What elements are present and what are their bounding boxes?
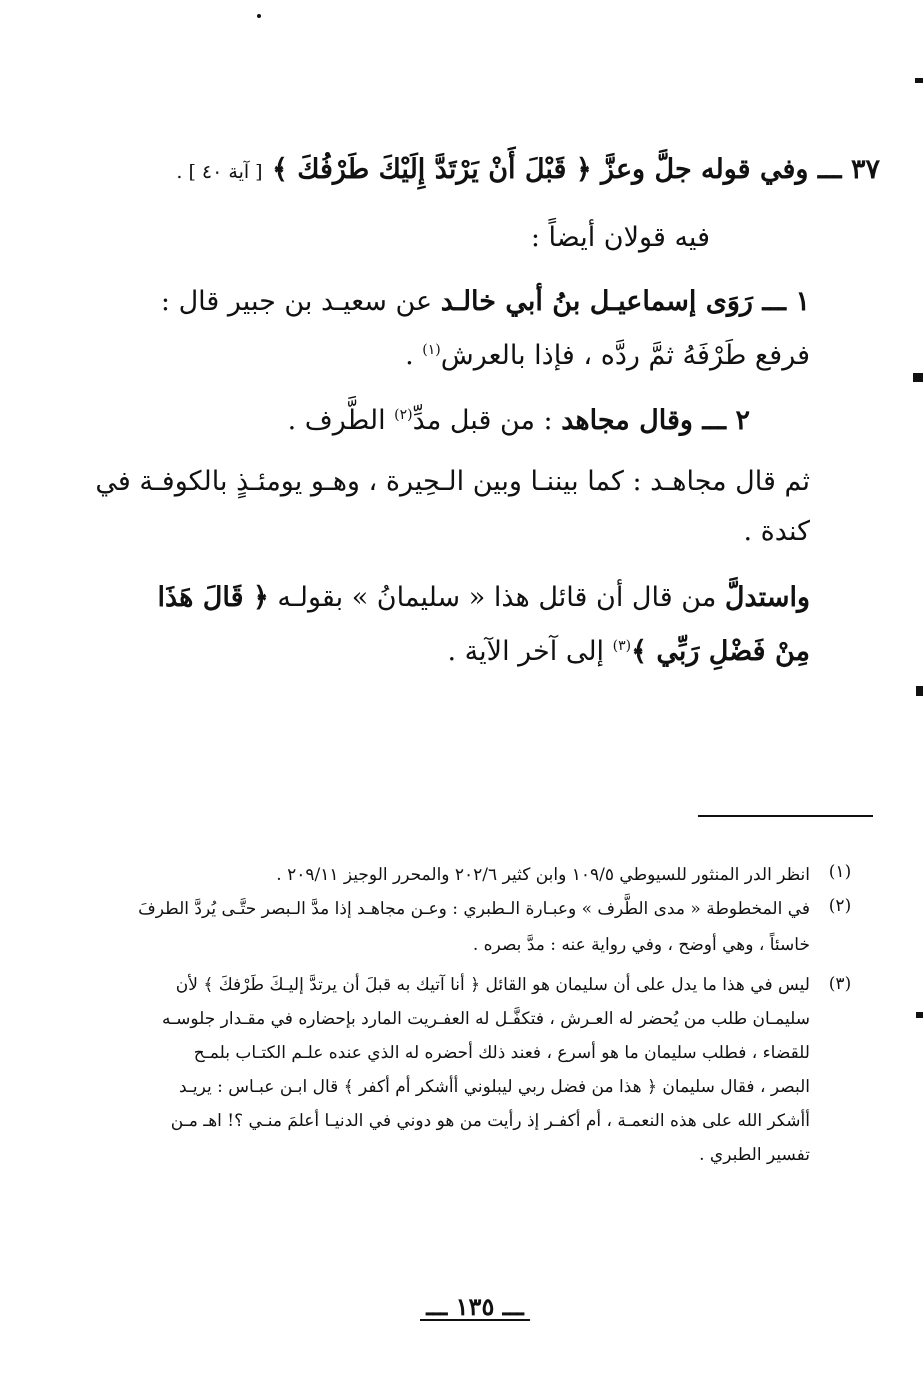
- footnote-2-line-2: خاسئاً ، وهي أوضح ، وفي رواية عنه : مدَّ بصره .: [472, 935, 810, 955]
- p4-rest: من قال أن قائل هذا « سليمانُ » بقولـه: [277, 582, 717, 613]
- heading-text: ٣٧ ـــ وفي قوله جلَّ وعزَّ ﴿ قَبْلَ أَنْ يَرْتَدَّ إِلَيْكَ طَرْفُكَ ﴾: [272, 154, 880, 185]
- p2-rest: : من قبل مدِّ: [412, 405, 553, 436]
- p3-line1-text: ثم قال مجاهـد : كما بيننـا وبين الـحِيرة ، وهـو يومئـذٍ بالكوفـة في: [95, 466, 810, 497]
- p4-quote: ﴿ قَالَ هَذَا: [157, 582, 269, 613]
- p3-line2: [744, 512, 811, 552]
- p4-line1: [157, 578, 810, 618]
- p4-line2-end: إلى آخر الآية .: [447, 636, 605, 667]
- p1-line2: [405, 330, 810, 376]
- scan-speck: [257, 14, 261, 18]
- entry-heading: [176, 150, 880, 192]
- footnote-ref-1[interactable]: (١): [422, 342, 441, 358]
- footnote-1-line-1: انظر الدر المنثور للسيوطي ١٠٩/٥ وابن كثير ٢٠٢/٦ والمحرر الوجيز ٢٠٩/١١ .: [276, 865, 810, 885]
- page-number: ـــ ١٣٥ ـــ: [420, 1295, 530, 1321]
- edge-mark: [913, 373, 923, 382]
- footnote-ref-3[interactable]: (٣): [612, 638, 632, 654]
- edge-mark: [916, 686, 923, 696]
- footnote-number: (٣): [828, 974, 852, 994]
- p1-end: .: [405, 340, 414, 371]
- verse-ref: [ آية ٤٠ ] .: [176, 161, 263, 183]
- p2-lead: ٢ ـــ وقال مجاهد: [561, 405, 750, 436]
- p3-line2-text: كندة .: [743, 516, 810, 547]
- footnote-ref-2[interactable]: (٢): [394, 407, 413, 423]
- footnote-3-line-6: تفسير الطبري .: [699, 1145, 810, 1165]
- intro-line: [531, 218, 710, 258]
- footnote-number: (٢): [828, 896, 852, 916]
- p1-lead: ١ ـــ رَوَى إسماعيـل بنُ أبي خالـد: [440, 286, 810, 317]
- footnote-2-line-1: في المخطوطة « مدى الطَّرف » وعبـارة الـطبري : وعـن مجاهـد إذا مدَّ الـبصر حتَّـى يُردَّ الطرفَ: [138, 899, 810, 919]
- p1-line1: [161, 282, 810, 322]
- edge-mark: [915, 78, 923, 83]
- footnote-3-line-1: ليس في هذا ما يدل على أن سليمان هو القائل ﴿ أنا آتيك به قبلَ أن يرتدَّ إليـكَ طَرْفكَ ﴾ لأن: [175, 975, 810, 995]
- p1-rest: عن سعيـد بن جبير قال :: [160, 286, 433, 317]
- footnote-3-line-2: سليمـان طلب من يُحضر له العـرش ، فتكفَّـل له العفـريت المارد بإحضاره في مقـدار جلوسـه: [162, 1009, 810, 1029]
- p4-lead: واستدلَّ: [724, 582, 810, 613]
- p1-line2-text: فرفع طَرْفَهُ ثمَّ ردَّه ، فإذا بالعرش: [440, 340, 810, 371]
- footnote-3-line-5: أأشكر الله على هذه النعمـة ، أم أكفـر إذ رأيت من هو دوني في الدنيـا أعلمَ منـي ؟! اهـ مـن: [170, 1111, 810, 1131]
- p2-end: الطَّرف .: [287, 405, 386, 436]
- footnote-separator: [698, 815, 873, 817]
- p3-line1: [95, 462, 810, 502]
- p4-line2-quote: مِنْ فَضْلِ رَبِّي ﴾: [631, 636, 810, 667]
- footnote-3-line-3: للقضاء ، فطلب سليمان ما هو أسرع ، فعند ذلك أحضره له الذي عنده علـم الكتـاب بلمـح: [193, 1043, 810, 1063]
- p4-line2: [448, 626, 810, 672]
- intro-text: فيه قولان أيضاً :: [530, 222, 710, 253]
- footnote-3-line-4: البصر ، فقال سليمان ﴿ هذا من فضل ربي ليبلوني أأشكر أم أكفر ﴾ قال ابـن عبـاس : يريـد: [178, 1077, 810, 1097]
- edge-mark: [916, 1012, 923, 1018]
- footnote-number: (١): [828, 862, 852, 882]
- p2-line: [288, 395, 750, 441]
